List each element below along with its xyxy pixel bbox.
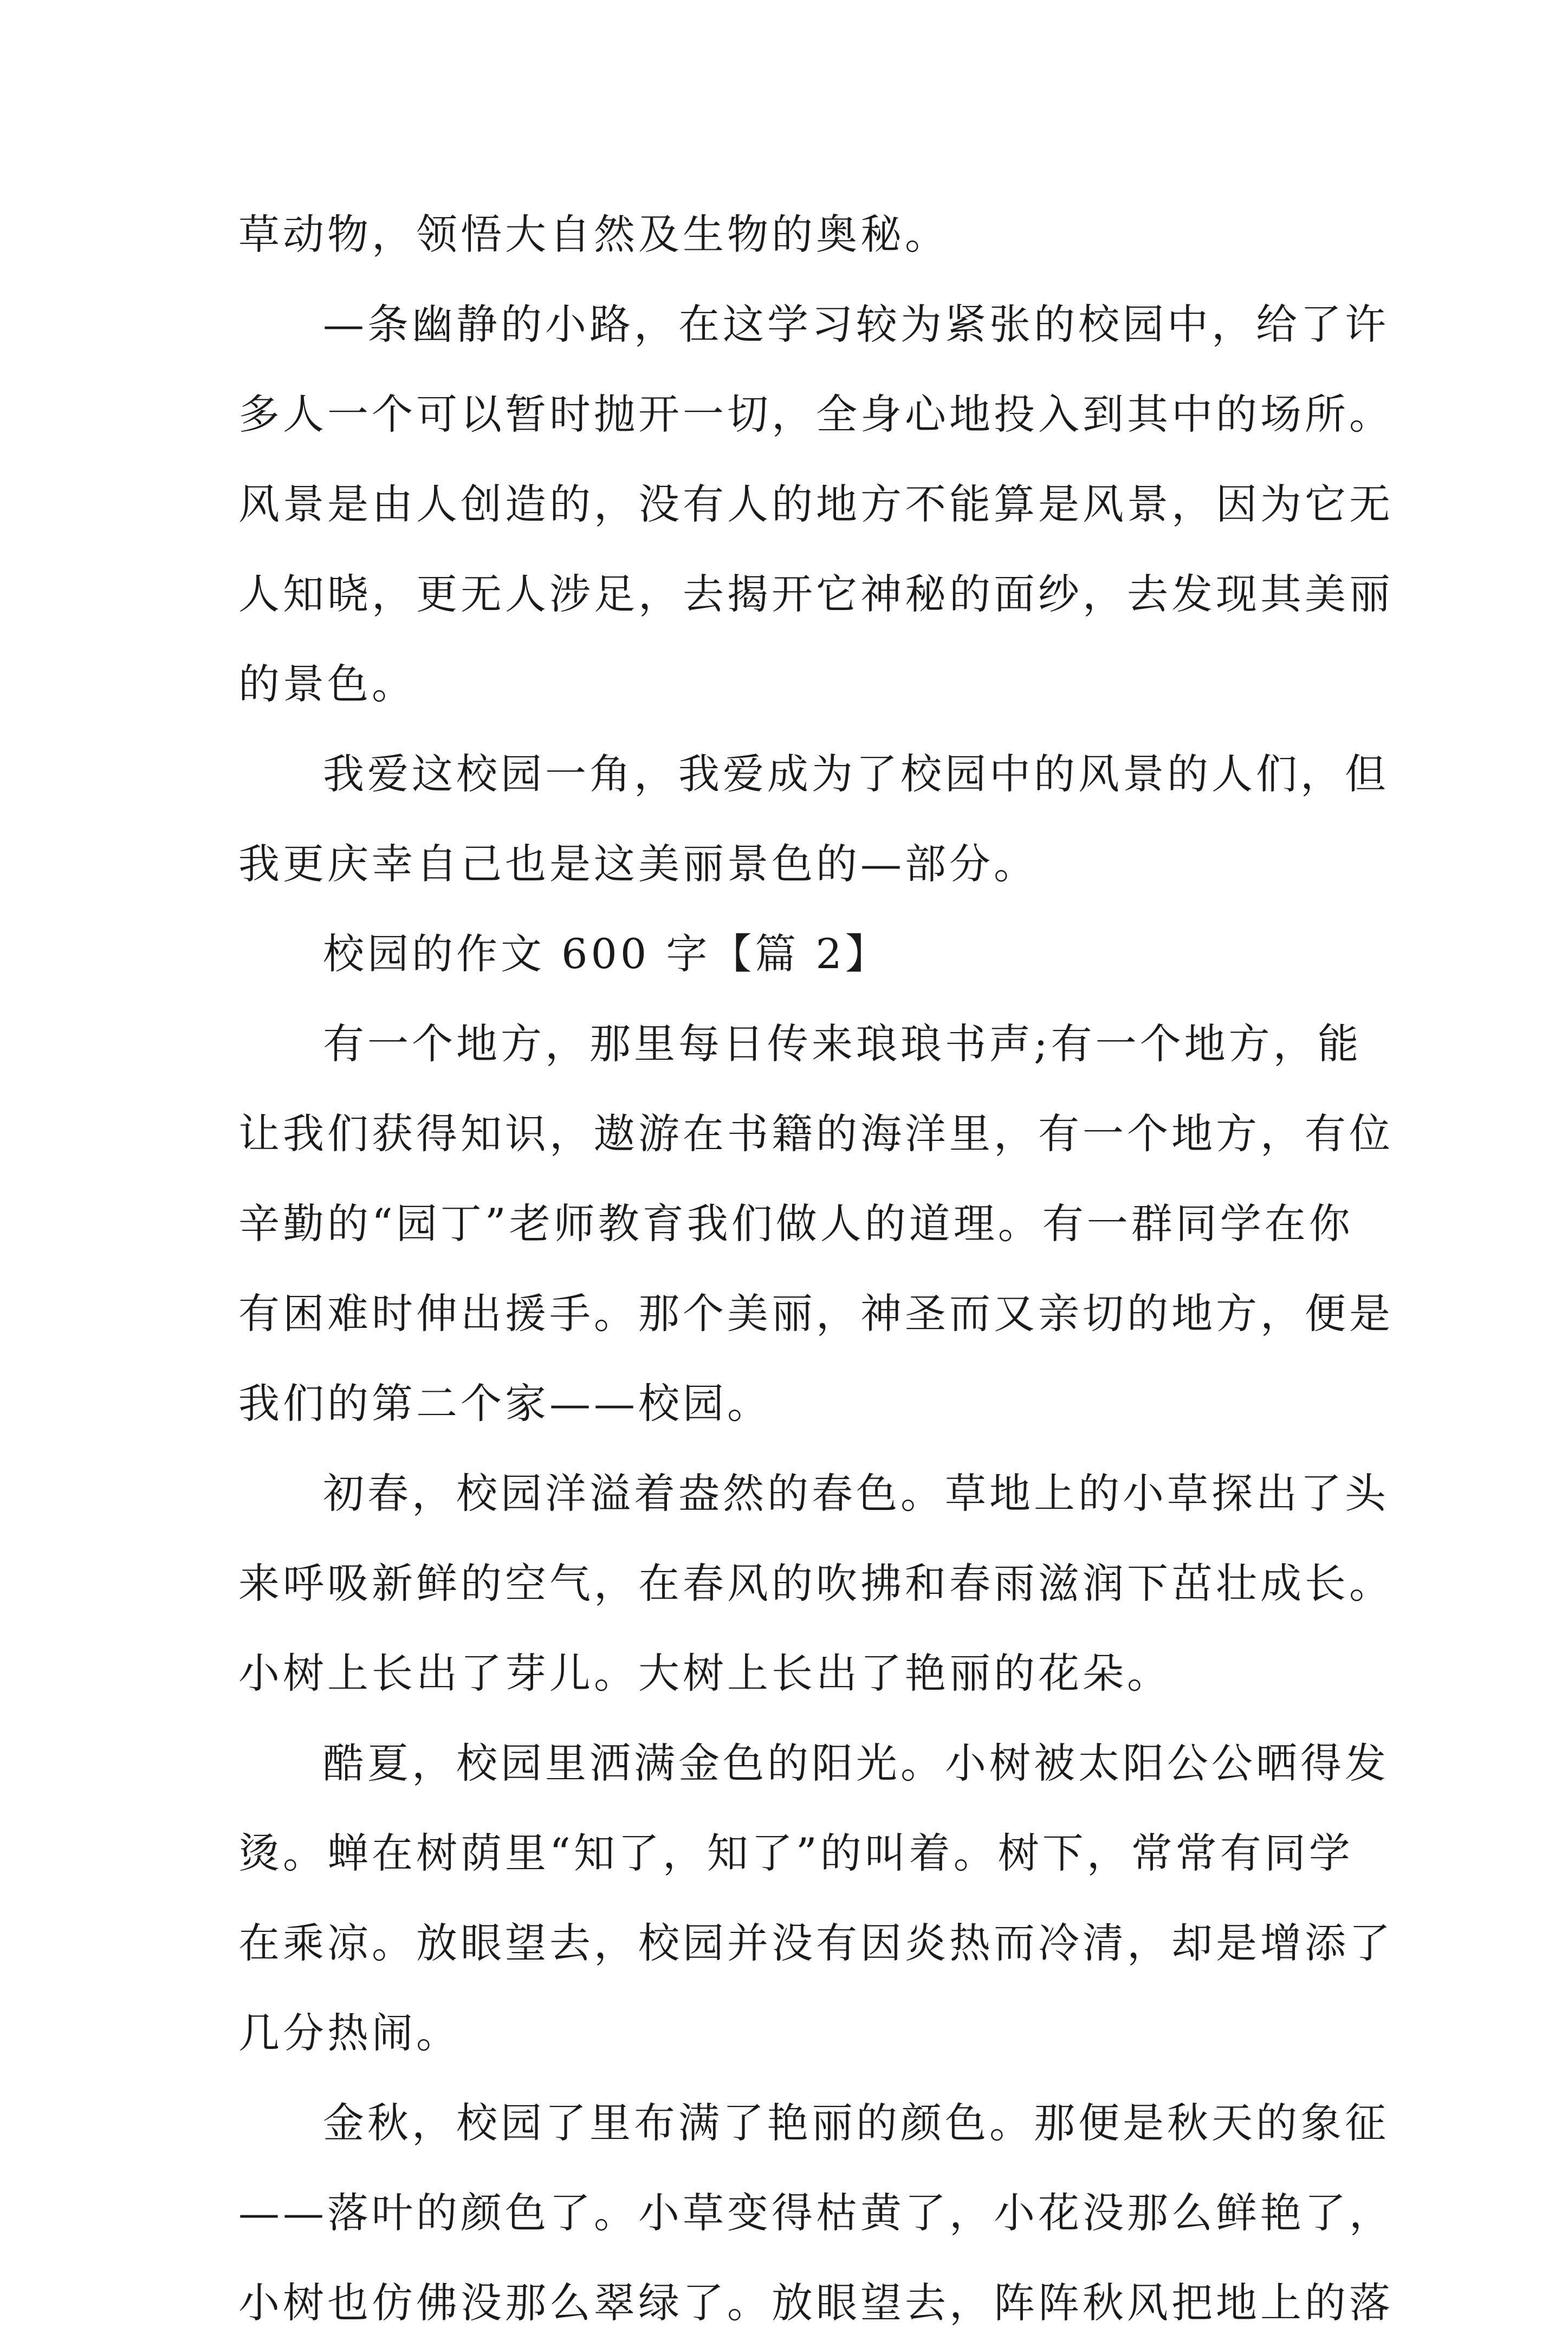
essay-text: [238, 190, 1394, 2348]
text-line: 我们的第二个家——校园。: [238, 1379, 772, 1428]
text-line: 酷夏，校园里洒满金色的阳光。小树被太阳公公晒得发: [323, 1739, 1389, 1787]
text-line: 初春，校园洋溢着盎然的春色。草地上的小草探出了头: [323, 1469, 1389, 1517]
text-line: 烫。蝉在树荫里“知了，知了”的叫着。树下，常常有同学: [238, 1829, 1353, 1877]
text-line: 有困难时伸出援手。那个美丽，神圣而又亲切的地方，便是: [238, 1289, 1394, 1338]
text-line: 草动物，领悟大自然及生物的奥秘。: [238, 210, 949, 258]
text-line: 有一个地方，那里每日传来琅琅书声;有一个地方，能: [323, 1020, 1362, 1068]
text-line: 小树上长出了芽儿。大树上长出了艳丽的花朵。: [238, 1649, 1171, 1697]
text-line: 几分热闹。: [238, 2009, 461, 2057]
text-line: 来呼吸新鲜的空气，在春风的吹拂和春雨滋润下茁壮成长。: [238, 1559, 1394, 1607]
text-line: —条幽静的小路，在这学习较为紧张的校园中，给了许: [323, 300, 1389, 348]
section-heading: 校园的作文 600 字【篇 2】: [323, 930, 890, 978]
text-line: 在乘凉。放眼望去，校园并没有因炎热而冷清，却是增添了: [238, 1919, 1394, 1967]
text-line: 金秋，校园了里布满了艳丽的颜色。那便是秋天的象征: [323, 2099, 1389, 2147]
text-line: 多人一个可以暂时抛开一切，全身心地投入到其中的场所。: [238, 390, 1394, 438]
text-line: 小树也仿佛没那么翠绿了。放眼望去，阵阵秋风把地上的落: [238, 2279, 1394, 2327]
text-line: 的景色。: [238, 660, 416, 708]
text-line: 人知晓，更无人涉足，去揭开它神秘的面纱，去发现其美丽: [238, 570, 1394, 618]
text-line: 我爱这校园一角，我爱成为了校园中的风景的人们，但: [323, 750, 1389, 798]
text-line: 风景是由人创造的，没有人的地方不能算是风景，因为它无: [238, 480, 1394, 528]
text-line: ——落叶的颜色了。小草变得枯黄了，小花没那么鲜艳了，: [238, 2189, 1394, 2237]
text-line: 辛勤的“园丁”老师教育我们做人的道理。有一群同学在你: [238, 1199, 1353, 1248]
text-line: 让我们获得知识，遨游在书籍的海洋里，有一个地方，有位: [238, 1110, 1394, 1158]
text-line: 我更庆幸自己也是这美丽景色的—部分。: [238, 840, 1038, 888]
